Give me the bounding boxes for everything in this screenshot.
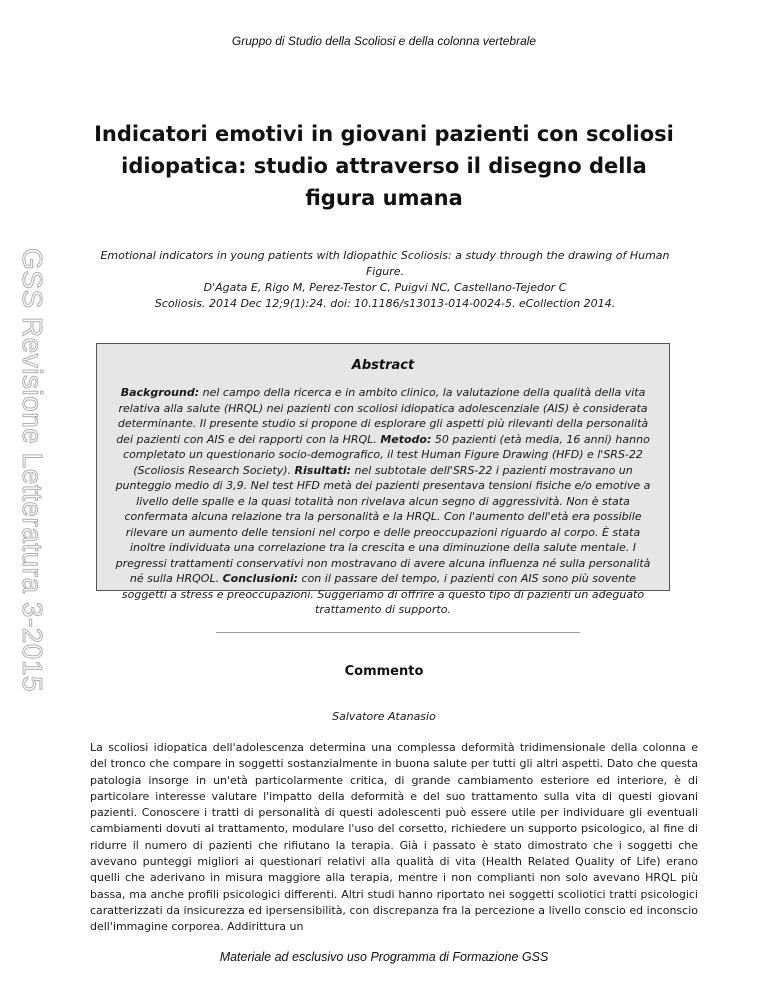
results-text: nel subtotale dell'SRS-22 i pazienti mostravano un punteggio medio di 3,9. Nel test HFD metà dei pazienti presentava tensioni fisiche e/o emotive a livello delle spalle e la quasi totalità non rivelava alcun segno di aggressività. Non è stata confermata alcuna relazione tra la personalità e la HRQL. Con l'aumento dell'età era possibile rilevare un aumento delle tensioni nel corpo e delle preoccupazioni riguardo al corpo. È stata inoltre individuata una correlazione tra la crescita e una diminuzione della salute mentale. I pregressi trattamenti conservativi non mostravano di avere alcuna influenza né sulla personalità né sulla HRQOL. [115, 463, 651, 585]
conclusions-text: con il passare del tempo, i pazienti con AIS sono più sovente soggetti a stress e preoccupazioni. Suggeriamo di offrire a questo tipo di pazienti un adeguato trattamento di supporto. [121, 572, 645, 616]
authors: D'Agata E, Rigo M, Perez-Testor C, Puigvi NC, Castellano-Tejedor C [203, 281, 567, 294]
method-label: Metodo: [380, 432, 432, 446]
background-text: nel campo della ricerca e in ambito clinico, la valutazione della qualità della vita relativa alla salute (HRQL) nei pazienti con scoliosi idiopatica adolescenziale (AIS) è considerata determinante. Il presente studio si propone di esplorare gli aspetti più rilevanti della personalità dei pazienti con AIS e dei rapporti con la HRQL. [116, 386, 649, 446]
page-header: Gruppo di Studio della Scoliosi e della colonna vertebrale [231, 34, 537, 48]
citation-block [90, 248, 680, 312]
background-label: Background: [120, 386, 200, 399]
abstract-body [113, 385, 653, 618]
results-label: Risultati: [294, 463, 352, 477]
comment-title: Commento [344, 664, 424, 679]
page-footer: Materiale ad esclusivo uso Programma di Formazione GSS [219, 950, 549, 964]
abstract-box [96, 343, 670, 616]
comment-author: Salvatore Atanasio [332, 710, 436, 723]
english-title: Emotional indicators in young patients with Idiopathic Scoliosis: a study through the drawing of Human Figure. [100, 249, 670, 278]
abstract-title: Abstract [351, 358, 415, 373]
conclusions-label: Conclusioni: [222, 572, 299, 585]
method-text: 50 pazienti (età media, 16 anni) hanno completato un questionario socio-demografico, il test Human Figure Drawing (HFD) e l'SRS-22 (Scoliosis Research Society). [123, 432, 650, 477]
comment-body: La scoliosi idiopatica dell'adolescenza determina una complessa deformità tridimensionale della colonna e del tronco che compare in soggetti sostanzialmente in buona salute per tutti gli altri aspetti. Dato che questa patologia insorge in un'età particolarmente critica, di grande cambiamento esteriore ed interiore, è di particolare interesse valutare l'impatto della deformità e del suo trattamento sulla vita di questi giovani pazienti. Conoscere i tratti di personalità di questi adolescenti può essere utile per individuare gli eventuali cambiamenti dovuti al trattamento, modulare l'uso del corsetto, richiedere un supporto psicologico, al fine di ridurre il numero di pazienti che rifiutano la terapia. Già i passato è stato dimostrato che i soggetti che avevano punteggi migliori ai questionari relativi alla qualità di vita (Health Related Quality of Life) erano quelli che aderivano in misura maggiore alla terapia, mentre i non complianti non solo avevano HRQL più bassa, ma anche profili psicologici differenti. Altri studi hanno riportato nei soggetti scoliotici tratti psicologici caratterizzati da insicurezza ed ipersensibilità, con discrepanza fra la percezione a livello conscio ed inconscio dell'immagine corporea. Addirittura un [90, 741, 698, 934]
article-title: Indicatori emotivi in giovani pazienti con scoliosi idiopatica: studio attraverso il disegno della figura umana [94, 122, 674, 210]
reference: Scoliosis. 2014 Dec 12;9(1):24. doi: 10.1186/s13013-014-0024-5. eCollection 2014. [154, 297, 616, 310]
side-watermark: GSS Revisione Letteratura 3-2015 [17, 248, 48, 693]
section-divider [216, 632, 580, 633]
